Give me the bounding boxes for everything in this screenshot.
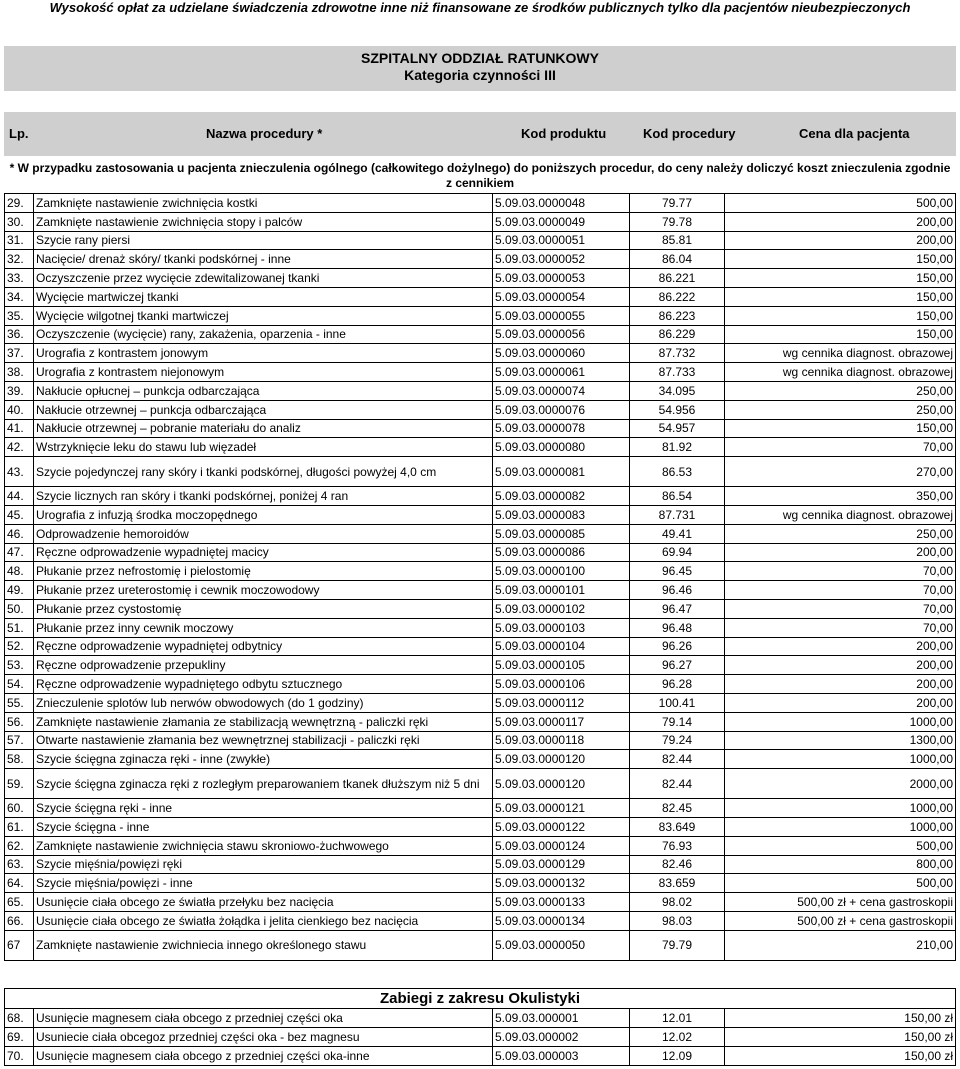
row-product-code: 5.09.03.0000101: [493, 581, 630, 600]
row-price: 200,00: [725, 231, 956, 250]
row-lp: 31.: [5, 231, 34, 250]
row-procedure-name: Urografia z infuzją środka moczopędnego: [34, 505, 493, 524]
row-procedure-code: 86.229: [630, 325, 725, 344]
row-lp: 52.: [5, 637, 34, 656]
row-procedure-name: Szycie mięśnia/powięzi - inne: [34, 874, 493, 893]
row-price: 150,00: [725, 269, 956, 288]
table-row: [5, 194, 956, 213]
row-lp: 45.: [5, 505, 34, 524]
row-procedure-code: 86.221: [630, 269, 725, 288]
row-procedure-code: 87.733: [630, 363, 725, 382]
row-lp: 65.: [5, 893, 34, 912]
row-procedure-code: 12.01: [630, 1009, 725, 1028]
row-procedure-name: Szycie pojedynczej rany skóry i tkanki podskórnej, długości powyżej 4,0 cm: [34, 457, 493, 487]
row-price: 70,00: [725, 438, 956, 457]
row-lp: 53.: [5, 656, 34, 675]
row-procedure-name: Usunięcie magnesem ciała obcego z przedniej części oka-inne: [34, 1047, 493, 1066]
row-procedure-code: 100.41: [630, 693, 725, 712]
row-procedure-code: 76.93: [630, 836, 725, 855]
row-product-code: 5.09.03.0000124: [493, 836, 630, 855]
row-procedure-name: Nakłucie opłucnej – punkcja odbarczająca: [34, 381, 493, 400]
row-product-code: 5.09.03.0000049: [493, 212, 630, 231]
row-procedure-name: Szycie ścięgna zginacza ręki - inne (zwykłe): [34, 750, 493, 769]
row-procedure-code: 54.957: [630, 419, 725, 438]
table-row: [5, 287, 956, 306]
row-price: 200,00: [725, 693, 956, 712]
row-lp: 64.: [5, 874, 34, 893]
row-product-code: 5.09.03.0000103: [493, 618, 630, 637]
row-price: 70,00: [725, 562, 956, 581]
table-header: [4, 112, 956, 156]
row-product-code: 5.09.03.0000055: [493, 306, 630, 325]
row-product-code: 5.09.03.0000050: [493, 930, 630, 960]
row-procedure-name: Nakłucie otrzewnej – pobranie materiału do analiz: [34, 419, 493, 438]
row-procedure-name: Usunięcie ciała obcego ze światła żołądka i jelita cienkiego bez nacięcia: [34, 911, 493, 930]
row-procedure-code: 86.54: [630, 487, 725, 506]
row-procedure-name: Ręczne odprowadzenie wypadniętego odbytu sztucznego: [34, 675, 493, 694]
row-procedure-name: Szycie ścięgna zginacza ręki z rozległym preparowaniem tkanek dłuższym niż 5 dni: [34, 769, 493, 799]
row-procedure-code: 96.28: [630, 675, 725, 694]
row-lp: 39.: [5, 381, 34, 400]
row-product-code: 5.09.03.0000082: [493, 487, 630, 506]
row-price: 1000,00: [725, 712, 956, 731]
row-product-code: 5.09.03.0000056: [493, 325, 630, 344]
table-row: [5, 1047, 956, 1066]
row-procedure-code: 86.04: [630, 250, 725, 269]
row-procedure-code: 79.14: [630, 712, 725, 731]
row-procedure-code: 86.222: [630, 287, 725, 306]
row-procedure-name: Ręczne odprowadzenie wypadniętej odbytnicy: [34, 637, 493, 656]
row-lp: 63.: [5, 855, 34, 874]
row-product-code: 5.09.03.0000060: [493, 344, 630, 363]
row-procedure-code: 69.94: [630, 543, 725, 562]
table-row: [5, 487, 956, 506]
row-product-code: 5.09.03.0000120: [493, 750, 630, 769]
row-price: 150,00 zł: [725, 1028, 956, 1047]
row-product-code: 5.09.03.0000100: [493, 562, 630, 581]
table-row: [5, 400, 956, 419]
procedures-table: [4, 193, 956, 961]
row-lp: 40.: [5, 400, 34, 419]
row-price: 150,00: [725, 287, 956, 306]
row-lp: 51.: [5, 618, 34, 637]
row-price: 500,00 zł + cena gastroskopii: [725, 893, 956, 912]
row-product-code: 5.09.03.000002: [493, 1028, 630, 1047]
row-product-code: 5.09.03.0000086: [493, 543, 630, 562]
row-price: 150,00: [725, 325, 956, 344]
section-title-ophthalmology: Zabiegi z zakresu Okulistyki: [4, 988, 956, 1008]
table-row: [5, 911, 956, 930]
table-row: [5, 769, 956, 799]
table-row: [5, 438, 956, 457]
row-procedure-code: 98.02: [630, 893, 725, 912]
header-name: Nazwa procedury *: [206, 126, 323, 141]
row-price: 70,00: [725, 599, 956, 618]
table-row: [5, 581, 956, 600]
row-procedure-code: 87.731: [630, 505, 725, 524]
row-price: 1300,00: [725, 731, 956, 750]
row-procedure-name: Urografia z kontrastem jonowym: [34, 344, 493, 363]
row-procedure-name: Nacięcie/ drenaż skóry/ tkanki podskórnej - inne: [34, 250, 493, 269]
row-procedure-name: Szycie rany piersi: [34, 231, 493, 250]
row-procedure-name: Płukanie przez ureterostomię i cewnik moczowodowy: [34, 581, 493, 600]
row-procedure-name: Usuniecie ciała obcegoz przedniej części oka - bez magnesu: [34, 1028, 493, 1047]
row-price: 350,00: [725, 487, 956, 506]
row-procedure-code: 12.02: [630, 1028, 725, 1047]
table-row: [5, 306, 956, 325]
row-product-code: 5.09.03.0000053: [493, 269, 630, 288]
row-product-code: 5.09.03.0000133: [493, 893, 630, 912]
row-product-code: 5.09.03.0000083: [493, 505, 630, 524]
row-product-code: 5.09.03.0000112: [493, 693, 630, 712]
row-procedure-name: Wycięcie martwiczej tkanki: [34, 287, 493, 306]
row-price: 200,00: [725, 637, 956, 656]
table-row: [5, 799, 956, 818]
department-banner: [4, 46, 956, 91]
row-lp: 62.: [5, 836, 34, 855]
row-price: 150,00: [725, 419, 956, 438]
row-price: 500,00: [725, 874, 956, 893]
row-lp: 49.: [5, 581, 34, 600]
row-lp: 54.: [5, 675, 34, 694]
row-procedure-name: Nakłucie otrzewnej – punkcja odbarczająca: [34, 400, 493, 419]
row-price: 2000,00: [725, 769, 956, 799]
row-price: 250,00: [725, 400, 956, 419]
row-price: 150,00: [725, 306, 956, 325]
row-lp: 57.: [5, 731, 34, 750]
table-row: [5, 930, 956, 960]
row-lp: 47.: [5, 543, 34, 562]
row-price: wg cennika diagnost. obrazowej: [725, 505, 956, 524]
row-product-code: 5.09.03.0000048: [493, 194, 630, 213]
table-row: [5, 344, 956, 363]
row-price: 200,00: [725, 212, 956, 231]
table-row: [5, 1009, 956, 1028]
table-row: [5, 750, 956, 769]
row-price: wg cennika diagnost. obrazowej: [725, 363, 956, 382]
table-row: [5, 381, 956, 400]
row-procedure-code: 82.45: [630, 799, 725, 818]
row-procedure-code: 79.77: [630, 194, 725, 213]
row-procedure-name: Wstrzyknięcie leku do stawu lub więzadeł: [34, 438, 493, 457]
row-price: 200,00: [725, 656, 956, 675]
row-product-code: 5.09.03.0000118: [493, 731, 630, 750]
table-row: [5, 562, 956, 581]
table-row: [5, 874, 956, 893]
row-procedure-name: Urografia z kontrastem niejonowym: [34, 363, 493, 382]
table-row: [5, 731, 956, 750]
table-row: [5, 712, 956, 731]
row-procedure-code: 81.92: [630, 438, 725, 457]
row-procedure-name: Oczyszczenie przez wycięcie zdewitalizowanej tkanki: [34, 269, 493, 288]
row-procedure-name: Oczyszczenie (wycięcie) rany, zakażenia, oparzenia - inne: [34, 325, 493, 344]
header-product-code: Kod produktu: [521, 126, 607, 141]
activity-category: Kategoria czynności III: [404, 67, 556, 83]
row-price: 250,00: [725, 524, 956, 543]
row-lp: 44.: [5, 487, 34, 506]
document-title: Wysokość opłat za udzielane świadczenia zdrowotne inne niż finansowane ze środków publicznych tylko dla pacjentów nieubezpieczonych: [49, 0, 911, 15]
table-row: [5, 637, 956, 656]
row-procedure-code: 12.09: [630, 1047, 725, 1066]
row-product-code: 5.09.03.0000121: [493, 799, 630, 818]
row-procedure-code: 85.81: [630, 231, 725, 250]
row-lp: 32.: [5, 250, 34, 269]
table-row: [5, 457, 956, 487]
row-procedure-name: Płukanie przez nefrostomię i pielostomię: [34, 562, 493, 581]
row-lp: 67: [5, 930, 34, 960]
table-row: [5, 1028, 956, 1047]
row-lp: 41.: [5, 419, 34, 438]
row-lp: 48.: [5, 562, 34, 581]
row-lp: 59.: [5, 769, 34, 799]
table-row: [5, 231, 956, 250]
table-row: [5, 419, 956, 438]
row-product-code: 5.09.03.0000051: [493, 231, 630, 250]
row-procedure-code: 96.48: [630, 618, 725, 637]
row-product-code: 5.09.03.0000074: [493, 381, 630, 400]
row-procedure-code: 96.26: [630, 637, 725, 656]
row-procedure-name: Szycie mięśnia/powięzi ręki: [34, 855, 493, 874]
row-lp: 69.: [5, 1028, 34, 1047]
row-product-code: 5.09.03.0000134: [493, 911, 630, 930]
row-lp: 43.: [5, 457, 34, 487]
row-procedure-name: Zamknięte nastawienie zwichnięcia stopy i palców: [34, 212, 493, 231]
row-price: 70,00: [725, 581, 956, 600]
row-procedure-name: Szycie ścięgna - inne: [34, 817, 493, 836]
row-lp: 68.: [5, 1009, 34, 1028]
table-row: [5, 893, 956, 912]
row-price: 500,00: [725, 194, 956, 213]
row-lp: 46.: [5, 524, 34, 543]
row-lp: 70.: [5, 1047, 34, 1066]
row-procedure-code: 82.44: [630, 769, 725, 799]
row-price: 200,00: [725, 675, 956, 694]
row-price: 150,00: [725, 250, 956, 269]
row-lp: 58.: [5, 750, 34, 769]
row-product-code: 5.09.03.0000104: [493, 637, 630, 656]
row-lp: 61.: [5, 817, 34, 836]
table-row: [5, 599, 956, 618]
row-product-code: 5.09.03.0000105: [493, 656, 630, 675]
table-row: [5, 855, 956, 874]
table-row: [5, 212, 956, 231]
anesthesia-note: * W przypadku zastosowania u pacjenta znieczulenia ogólnego (całkowitego dożylnego) do poniższych procedur, do ceny należy doliczyć koszt znieczulenia zgodnie z cennikiem: [9, 161, 951, 190]
row-procedure-name: Ręczne odprowadzenie przepukliny: [34, 656, 493, 675]
row-procedure-code: 96.46: [630, 581, 725, 600]
row-price: 150,00 zł: [725, 1009, 956, 1028]
row-product-code: 5.09.03.0000120: [493, 769, 630, 799]
row-product-code: 5.09.03.0000117: [493, 712, 630, 731]
row-procedure-code: 96.45: [630, 562, 725, 581]
row-price: 270,00: [725, 457, 956, 487]
table-row: [5, 836, 956, 855]
row-product-code: 5.09.03.0000129: [493, 855, 630, 874]
row-procedure-code: 79.79: [630, 930, 725, 960]
row-product-code: 5.09.03.000003: [493, 1047, 630, 1066]
row-product-code: 5.09.03.0000085: [493, 524, 630, 543]
row-product-code: 5.09.03.0000080: [493, 438, 630, 457]
row-price: 500,00: [725, 836, 956, 855]
table-row: [5, 363, 956, 382]
header-procedure-code: Kod procedury: [643, 126, 736, 141]
row-lp: 35.: [5, 306, 34, 325]
row-procedure-code: 49.41: [630, 524, 725, 543]
table-row: [5, 505, 956, 524]
table-row: [5, 543, 956, 562]
row-procedure-name: Zamknięte nastawienie złamania ze stabilizacją wewnętrzną - paliczki ręki: [34, 712, 493, 731]
row-price: 150,00 zł: [725, 1047, 956, 1066]
row-lp: 50.: [5, 599, 34, 618]
department-name: SZPITALNY ODDZIAŁ RATUNKOWY: [361, 50, 599, 66]
row-procedure-name: Usunięcie magnesem ciała obcego z przedniej części oka: [34, 1009, 493, 1028]
row-product-code: 5.09.03.0000106: [493, 675, 630, 694]
row-procedure-code: 82.46: [630, 855, 725, 874]
table-row: [5, 656, 956, 675]
row-price: 250,00: [725, 381, 956, 400]
row-procedure-name: Szycie licznych ran skóry i tkanki podskórnej, poniżej 4 ran: [34, 487, 493, 506]
row-product-code: 5.09.03.0000132: [493, 874, 630, 893]
row-procedure-code: 86.53: [630, 457, 725, 487]
row-procedure-name: Odprowadzenie hemoroidów: [34, 524, 493, 543]
row-product-code: 5.09.03.0000076: [493, 400, 630, 419]
row-price: 1000,00: [725, 817, 956, 836]
row-lp: 42.: [5, 438, 34, 457]
row-procedure-code: 83.649: [630, 817, 725, 836]
row-procedure-code: 82.44: [630, 750, 725, 769]
row-procedure-code: 96.47: [630, 599, 725, 618]
row-procedure-name: Płukanie przez inny cewnik moczowy: [34, 618, 493, 637]
row-procedure-code: 83.659: [630, 874, 725, 893]
header-price: Cena dla pacjenta: [799, 126, 910, 141]
row-lp: 56.: [5, 712, 34, 731]
row-procedure-code: 79.24: [630, 731, 725, 750]
row-lp: 60.: [5, 799, 34, 818]
row-price: 210,00: [725, 930, 956, 960]
row-procedure-name: Zamknięte nastawienie zwichniecia innego określonego stawu: [34, 930, 493, 960]
row-product-code: 5.09.03.000001: [493, 1009, 630, 1028]
row-procedure-code: 54.956: [630, 400, 725, 419]
table-row: [5, 618, 956, 637]
table-row: [5, 250, 956, 269]
row-procedure-code: 79.78: [630, 212, 725, 231]
row-price: 200,00: [725, 543, 956, 562]
table-row: [5, 325, 956, 344]
row-lp: 29.: [5, 194, 34, 213]
table-row: [5, 524, 956, 543]
table-row: [5, 675, 956, 694]
row-price: 800,00: [725, 855, 956, 874]
row-lp: 55.: [5, 693, 34, 712]
row-lp: 37.: [5, 344, 34, 363]
row-product-code: 5.09.03.0000078: [493, 419, 630, 438]
row-procedure-name: Usunięcie ciała obcego ze światła przełyku bez nacięcia: [34, 893, 493, 912]
row-procedure-name: Szycie ścięgna ręki - inne: [34, 799, 493, 818]
table-row: [5, 693, 956, 712]
row-procedure-code: 96.27: [630, 656, 725, 675]
ophthalmology-table: [4, 1008, 956, 1066]
row-procedure-name: Otwarte nastawienie złamania bez wewnętrznej stabilizacji - paliczki ręki: [34, 731, 493, 750]
row-lp: 36.: [5, 325, 34, 344]
header-lp: Lp.: [9, 126, 29, 141]
row-procedure-code: 86.223: [630, 306, 725, 325]
row-lp: 34.: [5, 287, 34, 306]
row-product-code: 5.09.03.0000122: [493, 817, 630, 836]
row-procedure-name: Znieczulenie splotów lub nerwów obwodowych (do 1 godziny): [34, 693, 493, 712]
row-price: 500,00 zł + cena gastroskopii: [725, 911, 956, 930]
table-row: [5, 269, 956, 288]
row-product-code: 5.09.03.0000061: [493, 363, 630, 382]
row-lp: 33.: [5, 269, 34, 288]
row-price: wg cennika diagnost. obrazowej: [725, 344, 956, 363]
row-procedure-name: Zamknięte nastawienie zwichnięcia kostki: [34, 194, 493, 213]
row-procedure-name: Ręczne odprowadzenie wypadniętej macicy: [34, 543, 493, 562]
row-price: 1000,00: [725, 799, 956, 818]
row-price: 70,00: [725, 618, 956, 637]
row-procedure-name: Płukanie przez cystostomię: [34, 599, 493, 618]
row-procedure-name: Zamknięte nastawienie zwichnięcia stawu skroniowo-żuchwowego: [34, 836, 493, 855]
row-lp: 66.: [5, 911, 34, 930]
row-product-code: 5.09.03.0000054: [493, 287, 630, 306]
row-procedure-code: 98.03: [630, 911, 725, 930]
row-product-code: 5.09.03.0000081: [493, 457, 630, 487]
row-product-code: 5.09.03.0000052: [493, 250, 630, 269]
row-lp: 30.: [5, 212, 34, 231]
table-row: [5, 817, 956, 836]
row-procedure-name: Wycięcie wilgotnej tkanki martwiczej: [34, 306, 493, 325]
row-procedure-code: 34.095: [630, 381, 725, 400]
row-price: 1000,00: [725, 750, 956, 769]
row-procedure-code: 87.732: [630, 344, 725, 363]
row-lp: 38.: [5, 363, 34, 382]
row-product-code: 5.09.03.0000102: [493, 599, 630, 618]
